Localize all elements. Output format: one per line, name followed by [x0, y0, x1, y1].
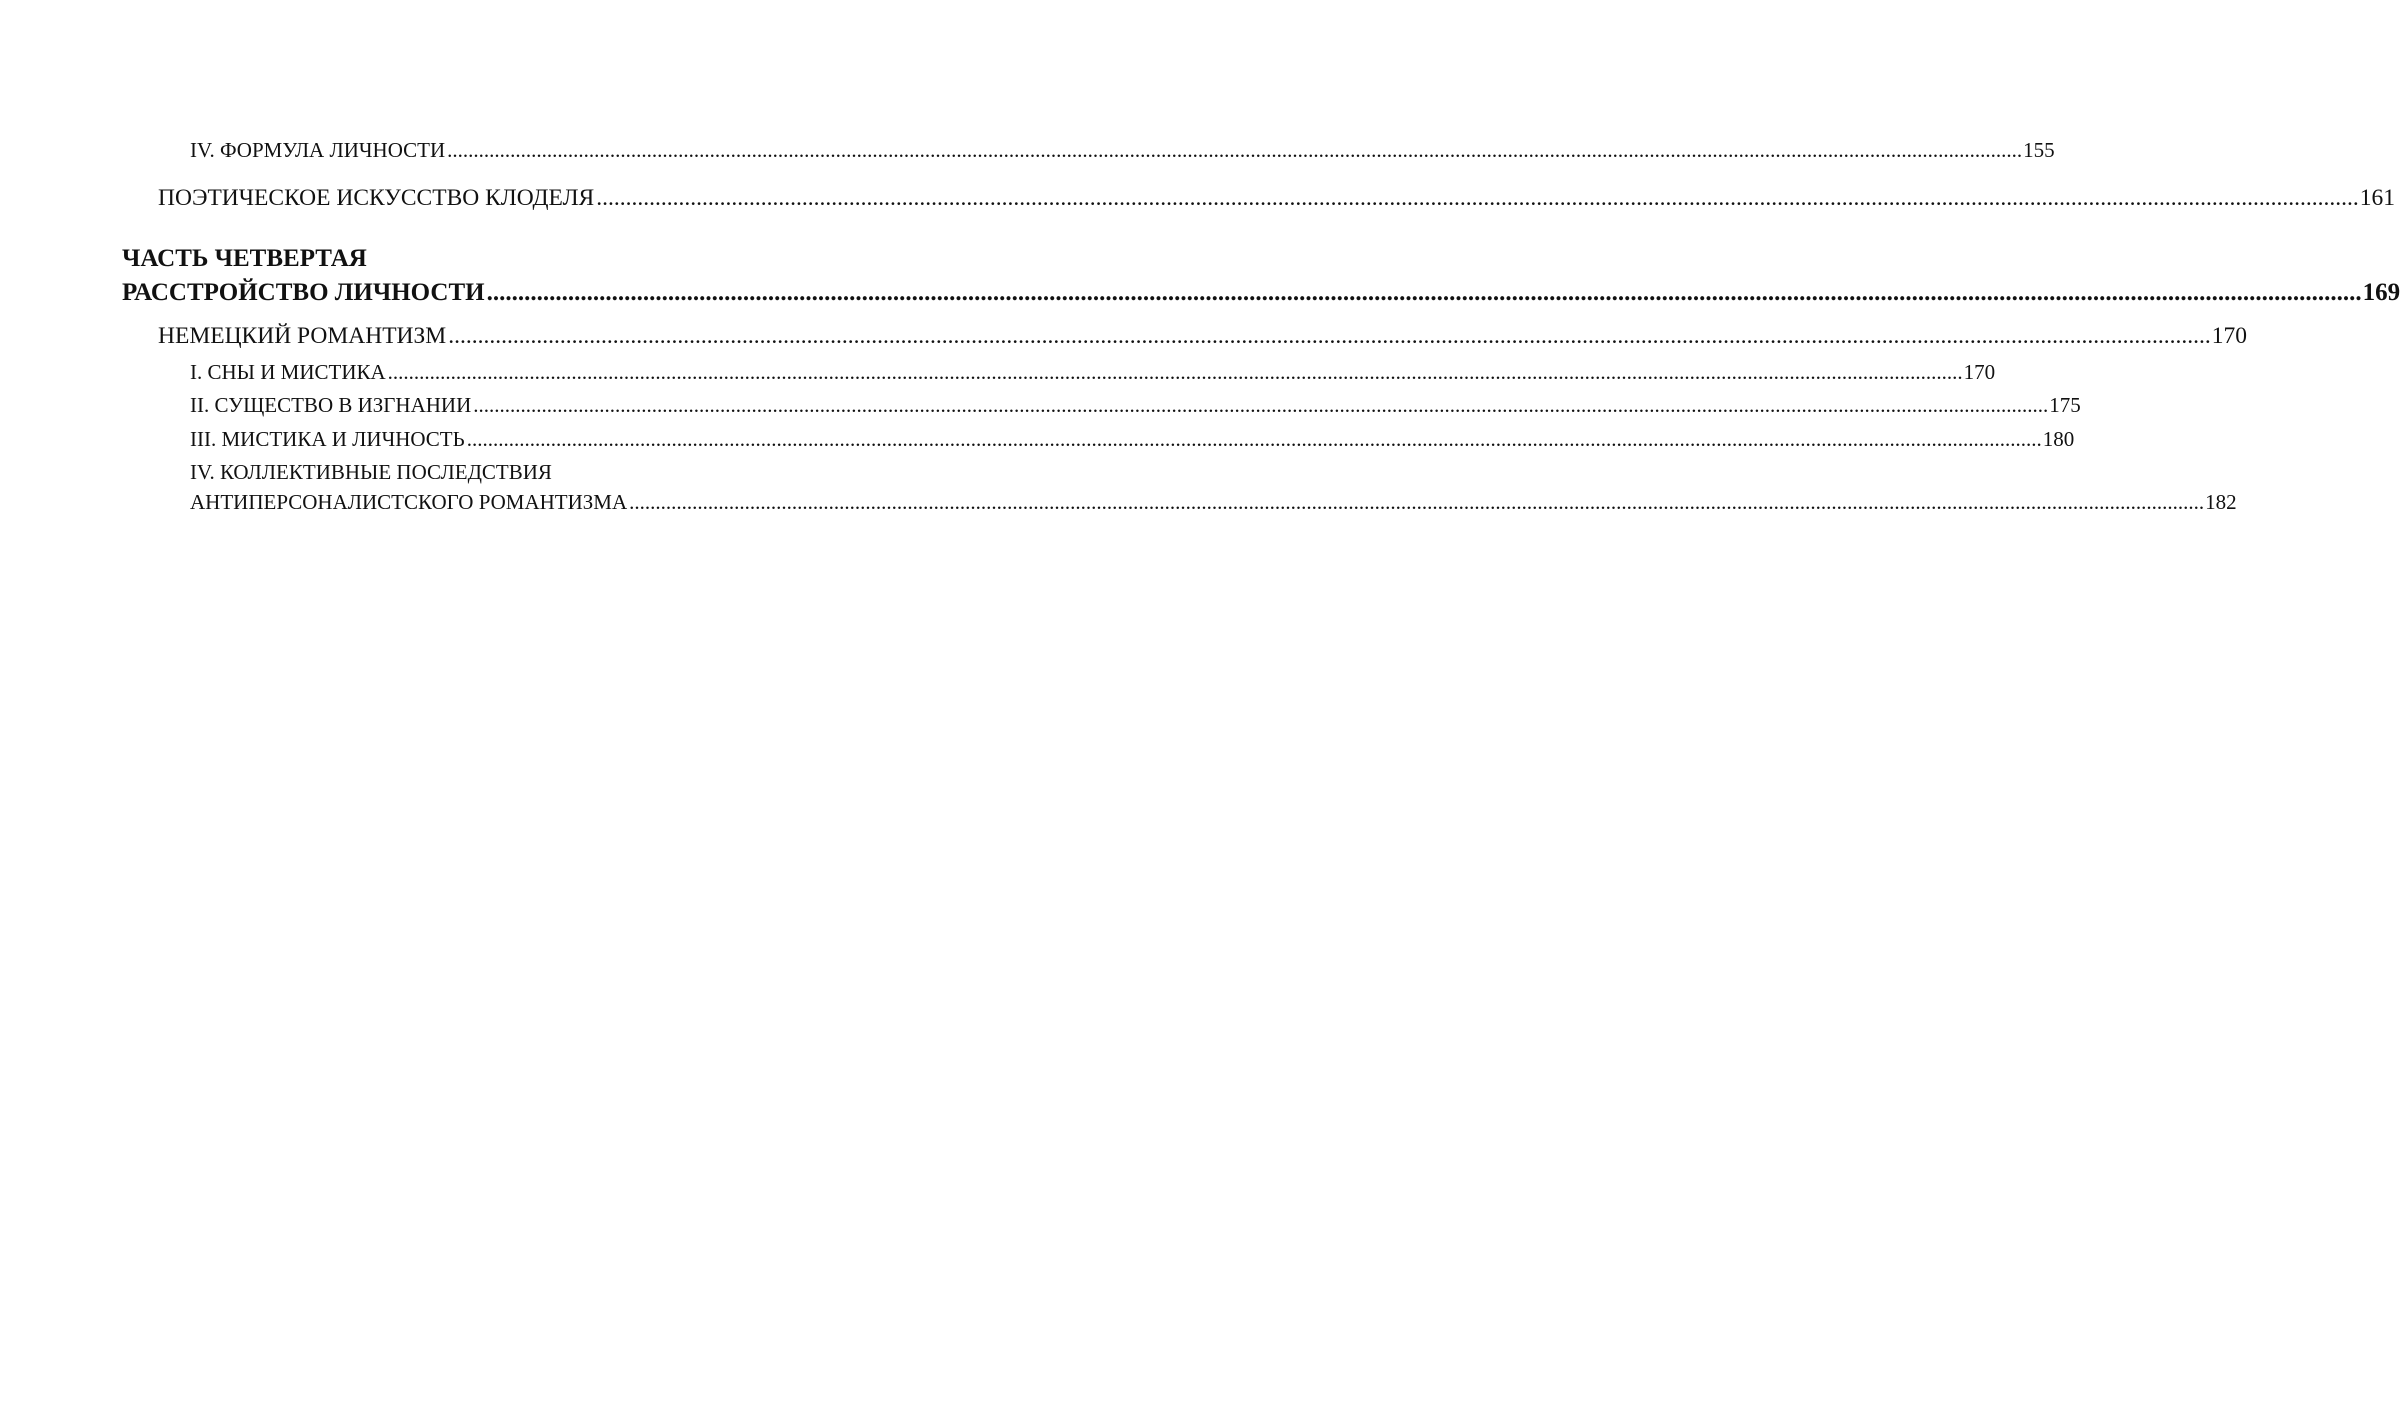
part-heading: ЧАСТЬ ЧЕТВЕРТАЯ	[122, 245, 367, 272]
toc-entry-formula	[190, 138, 2055, 163]
toc-entry-page: 175	[2049, 393, 2081, 417]
toc-entry-page: 180	[2042, 427, 2075, 451]
toc-entry-page: 169	[2362, 279, 2400, 306]
toc-entry-title: I. СНЫ И МИСТИКА	[190, 360, 386, 384]
toc-entry-page: 161	[2359, 185, 2395, 211]
toc-entry-page: 170	[2211, 323, 2247, 349]
dot-leader: ............................................................................................................................................................................................................................................................................................................	[596, 185, 2359, 211]
dot-leader: ............................................................................................................................................................................................................................................................................................................	[448, 323, 2211, 349]
toc-entry-page: 182	[2205, 490, 2237, 514]
toc-entry-exile	[190, 393, 2081, 418]
dot-leader: ............................................................................................................................................................................................................................................................................................................	[473, 393, 2049, 417]
toc-entry-title: III. МИСТИКА И ЛИЧНОСТЬ	[190, 427, 465, 451]
toc-entry-dreams	[190, 360, 1996, 385]
toc-entry-page: 170	[1963, 360, 1996, 384]
toc-entry-german-romanticism	[158, 323, 2247, 350]
dot-leader: ............................................................................................................................................................................................................................................................................................................	[447, 138, 2023, 162]
dot-leader: ............................................................................................................................................................................................................................................................................................................	[629, 490, 2205, 514]
toc-entry-title: РАССТРОЙСТВО ЛИЧНОСТИ	[122, 279, 485, 306]
dot-leader: ............................................................................................................................................................................................................................................................................................................	[486, 279, 2362, 306]
dot-leader: ............................................................................................................................................................................................................................................................................................................	[387, 360, 1963, 384]
toc-entry-claudel	[158, 185, 2395, 212]
toc-entry-title-line1: IV. КОЛЛЕКТИВНЫЕ ПОСЛЕДСТВИЯ	[190, 460, 552, 484]
toc-entry-title: ПОЭТИЧЕСКОЕ ИСКУССТВО КЛОДЕЛЯ	[158, 185, 595, 211]
toc-entry-title: IV. ФОРМУЛА ЛИЧНОСТИ	[190, 138, 446, 162]
dot-leader: ............................................................................................................................................................................................................................................................................................................	[466, 427, 2042, 451]
toc-entry-collective-consequences	[190, 490, 2237, 515]
toc-entry-title: НЕМЕЦКИЙ РОМАНТИЗМ	[158, 323, 447, 349]
toc-entry-part-four	[122, 279, 2400, 307]
toc-entry-title: АНТИПЕРСОНАЛИСТСКОГО РОМАНТИЗМА	[190, 490, 628, 514]
toc-entry-mysticism-personality	[190, 427, 2075, 452]
toc-entry-page: 155	[2023, 138, 2055, 162]
toc-entry-title: II. СУЩЕСТВО В ИЗГНАНИИ	[190, 393, 472, 417]
